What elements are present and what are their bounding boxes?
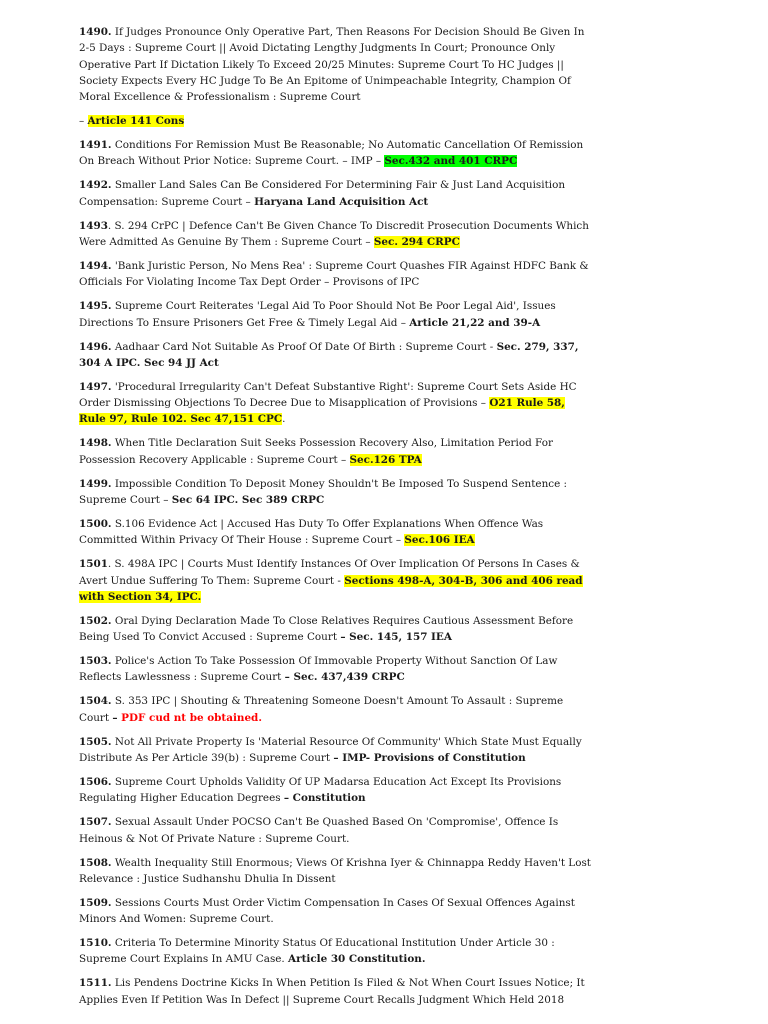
entry-text: – (79, 115, 88, 128)
list-item (79, 975, 591, 1008)
note-text: PDF cud nt be obtained. (121, 711, 262, 724)
entry-number: 1503. (79, 655, 112, 668)
list-item (79, 814, 591, 847)
entry-number: 1505. (79, 735, 112, 748)
list-item (79, 653, 591, 686)
entry-number: 1499. (79, 477, 112, 490)
entry-text: S.106 Evidence Act | Accused Has Duty To Offer Explanations When Offence Was Committed Within Privacy Of Their House : Supreme Court – (79, 517, 544, 547)
list-item (79, 895, 591, 928)
entry-text: Conditions For Remission Must Be Reasonable; No Automatic Cancellation Of Remission On Breach Without Prior Notice: Supreme Court. – IMP – (79, 139, 584, 168)
document-body (79, 24, 591, 1016)
list-item (79, 476, 591, 509)
entry-text: Smaller Land Sales Can Be Considered For Determining Fair & Just Land Acquisition Compensation: Supreme Court – (79, 179, 566, 208)
list-item (79, 935, 591, 968)
list-item (79, 339, 591, 372)
list-item (79, 556, 591, 605)
entry-text: Impossible Condition To Deposit Money Shouldn't Be Imposed To Suspend Sentence : Supreme Court – (79, 477, 568, 506)
provision-reference: Sec 64 IPC. Sec 389 CRPC (171, 494, 325, 506)
list-item (79, 516, 591, 549)
list-item (79, 113, 591, 129)
entry-text: Supreme Court Reiterates 'Legal Aid To Poor Should Not Be Poor Legal Aid', Issues Directions To Ensure Prisoners Get Free & Timely Legal Aid – (79, 300, 556, 329)
entry-number: 1490. (79, 26, 112, 38)
provision-reference: Article 21,22 and 39-A (409, 316, 541, 329)
provision-reference: – (112, 711, 122, 724)
entry-number: 1501 (79, 558, 108, 571)
list-item (79, 177, 591, 210)
provision-reference: Sec.126 TPA (349, 453, 422, 466)
entry-text: . S. 294 CrPC | Defence Can't Be Given Chance To Discredit Prosecution Documents Which Were Admitted As Genuine By Them : Supreme Court – (79, 219, 589, 249)
provision-reference: O21 Rule 58, Rule 97, Rule 102. Sec 47,151 CPC (79, 397, 565, 426)
entry-text: When Title Declaration Suit Seeks Possession Recovery Also, Limitation Period For Possession Recovery Applicable : Supreme Court – (79, 437, 553, 466)
provision-reference: – IMP- Provisions of Constitution (333, 751, 526, 764)
entry-text: Aadhaar Card Not Suitable As Proof Of Date Of Birth : Supreme Court - (111, 340, 497, 353)
entry-number: 1494. (79, 260, 112, 272)
entry-text: If Judges Pronounce Only Operative Part, Then Reasons For Decision Should Be Given In 2-5 Days : Supreme Court || Avoid Dictating Lengthy Judgments In Court; Pronounce Only Operative Part If Dictation Likely To Exceed 20/25 Minutes: Supreme Court To HC Judges || Society Expects Every HC Judge To Be An Epitome of Unimpeachable Integrity, Champion Of Moral Excellence & Professionalism : Supreme Court (79, 26, 585, 104)
entry-text: Sessions Courts Must Order Victim Compensation In Cases Of Sexual Offences Against Minors And Women: Supreme Court. (79, 896, 575, 926)
entry-number: 1502. (79, 614, 112, 627)
list-item (79, 693, 591, 726)
entry-text: Not All Private Property Is 'Material Resource Of Community' Which State Must Equally Distribute As Per Article 39(b) : Supreme Court (79, 735, 582, 764)
list-item (79, 613, 591, 646)
provision-reference: Article 30 Constitution. (288, 953, 426, 966)
provision-reference: – Sec. 145, 157 IEA (340, 631, 452, 644)
entry-number: 1509. (79, 896, 112, 909)
provision-reference: – Constitution (283, 792, 366, 805)
entry-number: 1495. (79, 300, 112, 313)
entry-text: 'Procedural Irregularity Can't Defeat Substantive Right': Supreme Court Sets Aside HC Order Dismissing Objections To Decree Due to Misapplication of Provisions – (79, 380, 577, 410)
entry-number: 1510. (79, 937, 112, 950)
entry-text: Oral Dying Declaration Made To Close Relatives Requires Cautious Assessment Before Being Used To Convict Accused : Supreme Court (79, 614, 574, 644)
provision-reference: Sec.106 IEA (404, 534, 475, 547)
entry-text: S. 353 IPC | Shouting & Threatening Someone Doesn't Amount To Assault : Supreme Court (79, 695, 564, 724)
entry-number: 1498. (79, 437, 112, 450)
entry-text: Wealth Inequality Still Enormous; Views Of Krishna Iyer & Chinnappa Reddy Haven't Lost Relevance : Justice Sudhanshu Dhulia In Dissent (79, 856, 591, 885)
list-item (79, 298, 591, 331)
provision-reference: – Sec. 437,439 CRPC (284, 671, 405, 684)
entry-text: Sexual Assault Under POCSO Can't Be Quashed Based On 'Compromise', Offence Is Heinous & Not Of Private Nature : Supreme Court. (79, 816, 559, 845)
entry-number: 1506. (79, 775, 112, 788)
provision-reference: Sections 498-A, 304-B, 306 and 406 read with Section 34, IPC. (79, 574, 583, 603)
list-item (79, 435, 591, 468)
list-item (79, 258, 591, 291)
entry-number: 1507. (79, 816, 112, 829)
provision-reference: Haryana Land Acquisition Act (254, 195, 429, 208)
list-item (79, 774, 591, 807)
entry-number: 1492. (79, 179, 112, 192)
list-item (79, 218, 591, 251)
entry-number: 1500. (79, 517, 112, 530)
provision-reference: Sec.432 and 401 CRPC (384, 155, 518, 168)
entry-text: Police's Action To Take Possession Of Immovable Property Without Sanction Of Law Reflects Lawlessness : Supreme Court (79, 655, 558, 684)
entry-text: 'Bank Juristic Person, No Mens Rea' : Supreme Court Quashes FIR Against HDFC Bank & Officials For Violating Income Tax Dept Order – Provisons of IPC (79, 260, 589, 289)
entry-number: 1491. (79, 139, 112, 152)
list-item (79, 24, 591, 105)
entry-text: . (282, 413, 286, 426)
list-item (79, 734, 591, 767)
entry-text: Criteria To Determine Minority Status Of Educational Institution Under Article 30 : Supreme Court Explains In AMU Case. (79, 937, 555, 966)
provision-reference: Article 141 Cons (87, 115, 185, 128)
entry-number: 1497. (79, 380, 112, 393)
entry-text: Lis Pendens Doctrine Kicks In When Petition Is Filed & Not When Court Issues Notice; It Applies Even If Petition Was In Defect || Supreme Court Recalls Judgment Which Held 2018 (79, 977, 585, 1006)
entry-number: 1504. (79, 695, 112, 708)
entry-number: 1508. (79, 856, 112, 869)
provision-reference: Sec. 279, 337, 304 A IPC. Sec 94 JJ Act (79, 340, 579, 369)
list-item (79, 137, 591, 170)
entry-number: 1493 (79, 219, 108, 232)
list-item (79, 379, 591, 428)
provision-reference: Sec. 294 CRPC (373, 236, 460, 249)
entry-text: . S. 498A IPC | Courts Must Identify Instances Of Over Implication Of Persons In Cases & Avert Undue Suffering To Them: Supreme Court - (79, 558, 580, 587)
entry-text: Supreme Court Upholds Validity Of UP Madarsa Education Act Except Its Provisions Regulating Higher Education Degrees (79, 775, 562, 805)
entry-number: 1496. (79, 340, 112, 353)
entry-number: 1511. (79, 977, 112, 990)
list-item (79, 855, 591, 888)
